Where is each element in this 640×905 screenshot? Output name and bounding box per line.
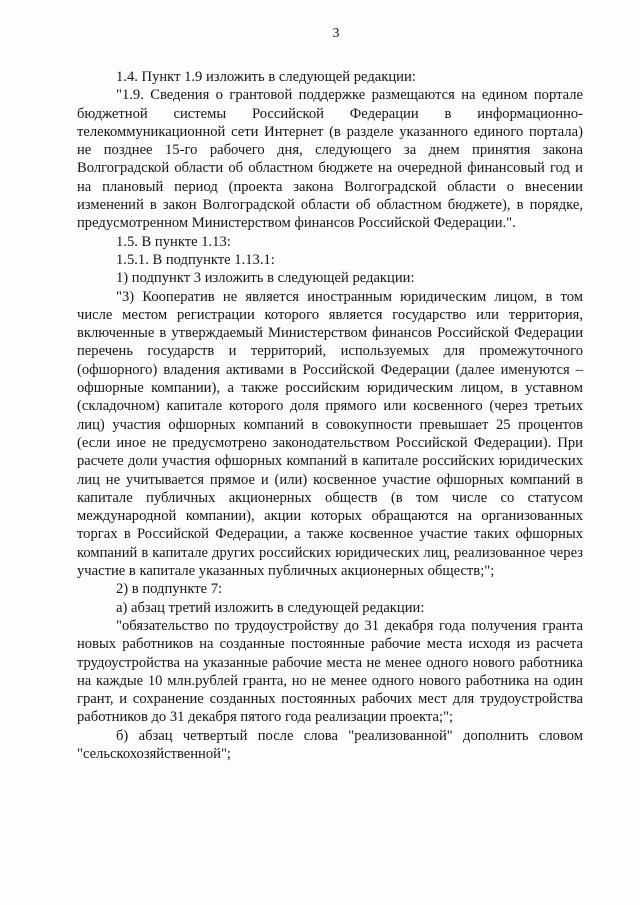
paragraph-item-a: а) абзац третий изложить в следующей редакции: bbox=[116, 599, 425, 616]
paragraph-item-b: б) абзац четвертый после слова "реализованной" дополнить словом "сельскохозяйственной"; bbox=[77, 727, 583, 762]
paragraph-subclause-3-text: "3) Кооператив не является иностранным юридическим лицом, в том числе местом регистрации которого является государство или территория, включенные в утверждаемый Министерством финансов Российской Федерации перечень государств и территорий, используемых для промежуточного (офшорного) владения активами в Российской Федерации (далее именуются – офшорные компании), а также российским юридическим лицом, в уставном (складочном) капитале которого доля прямого или косвенного (через третьих лиц) участия офшорных компаний в совокупности превышает 25 процентов (если иное не предусмотрено законодательством Российской Федерации). При расчете доли участия офшорных компаний в капитале российских юридических лиц не учитывается прямое и (или) косвенное участие офшорных компаний в капитале публичных акционерных обществ (в том числе со статусом международной компании), акции которых обращаются на организованных торгах в Российской Федерации, а также косвенное участие таких офшорных компаний в капитале других российских юридических лиц, реализованное через участие в капитале указанных публичных акционерных обществ;"; bbox=[77, 288, 583, 580]
paragraph-subclause-2: 2) в подпункте 7: bbox=[116, 581, 223, 598]
paragraph-clause-1-4: 1.4. Пункт 1.9 изложить в следующей редакции: bbox=[116, 69, 416, 85]
paragraph-clause-1-9-text: "1.9. Сведения о грантовой поддержке размещаются на едином портале бюджетной системы Российской Федерации в информационно-телекоммуникационной сети Интернет (в разделе указанного единого портала) не позднее 15-го рабочего дня, следующего за днем принятия закона Волгоградской области об областном бюджете на очередной финансовый год и на плановый период (проекта закона Волгоградской области о внесении изменений в закон Волгоградской области об областном бюджете), в порядке, предусмотренном Министерством финансов Российской Федерации.". bbox=[77, 87, 583, 232]
paragraph-clause-1-5-1: 1.5.1. В подпункте 1.13.1: bbox=[116, 251, 275, 268]
page-number: 3 bbox=[332, 26, 340, 41]
paragraph-clause-1-5: 1.5. В пункте 1.13: bbox=[116, 233, 231, 250]
paragraph-subclause-1: 1) подпункт 3 изложить в следующей редакции: bbox=[116, 270, 415, 287]
paragraph-item-a-text: "обязательство по трудоустройству до 31 декабря года получения гранта новых работников на созданные постоянные рабочие места исходя из расчета трудоустройства на указанные рабочие места не менее одного нового работника на каждые 10 млн.рублей гранта, но не менее одного нового работника на один грант, и сохранение созданных постоянных рабочих мест для трудоустройства работников до 31 декабря пятого года реализации проекта;"; bbox=[77, 617, 583, 726]
